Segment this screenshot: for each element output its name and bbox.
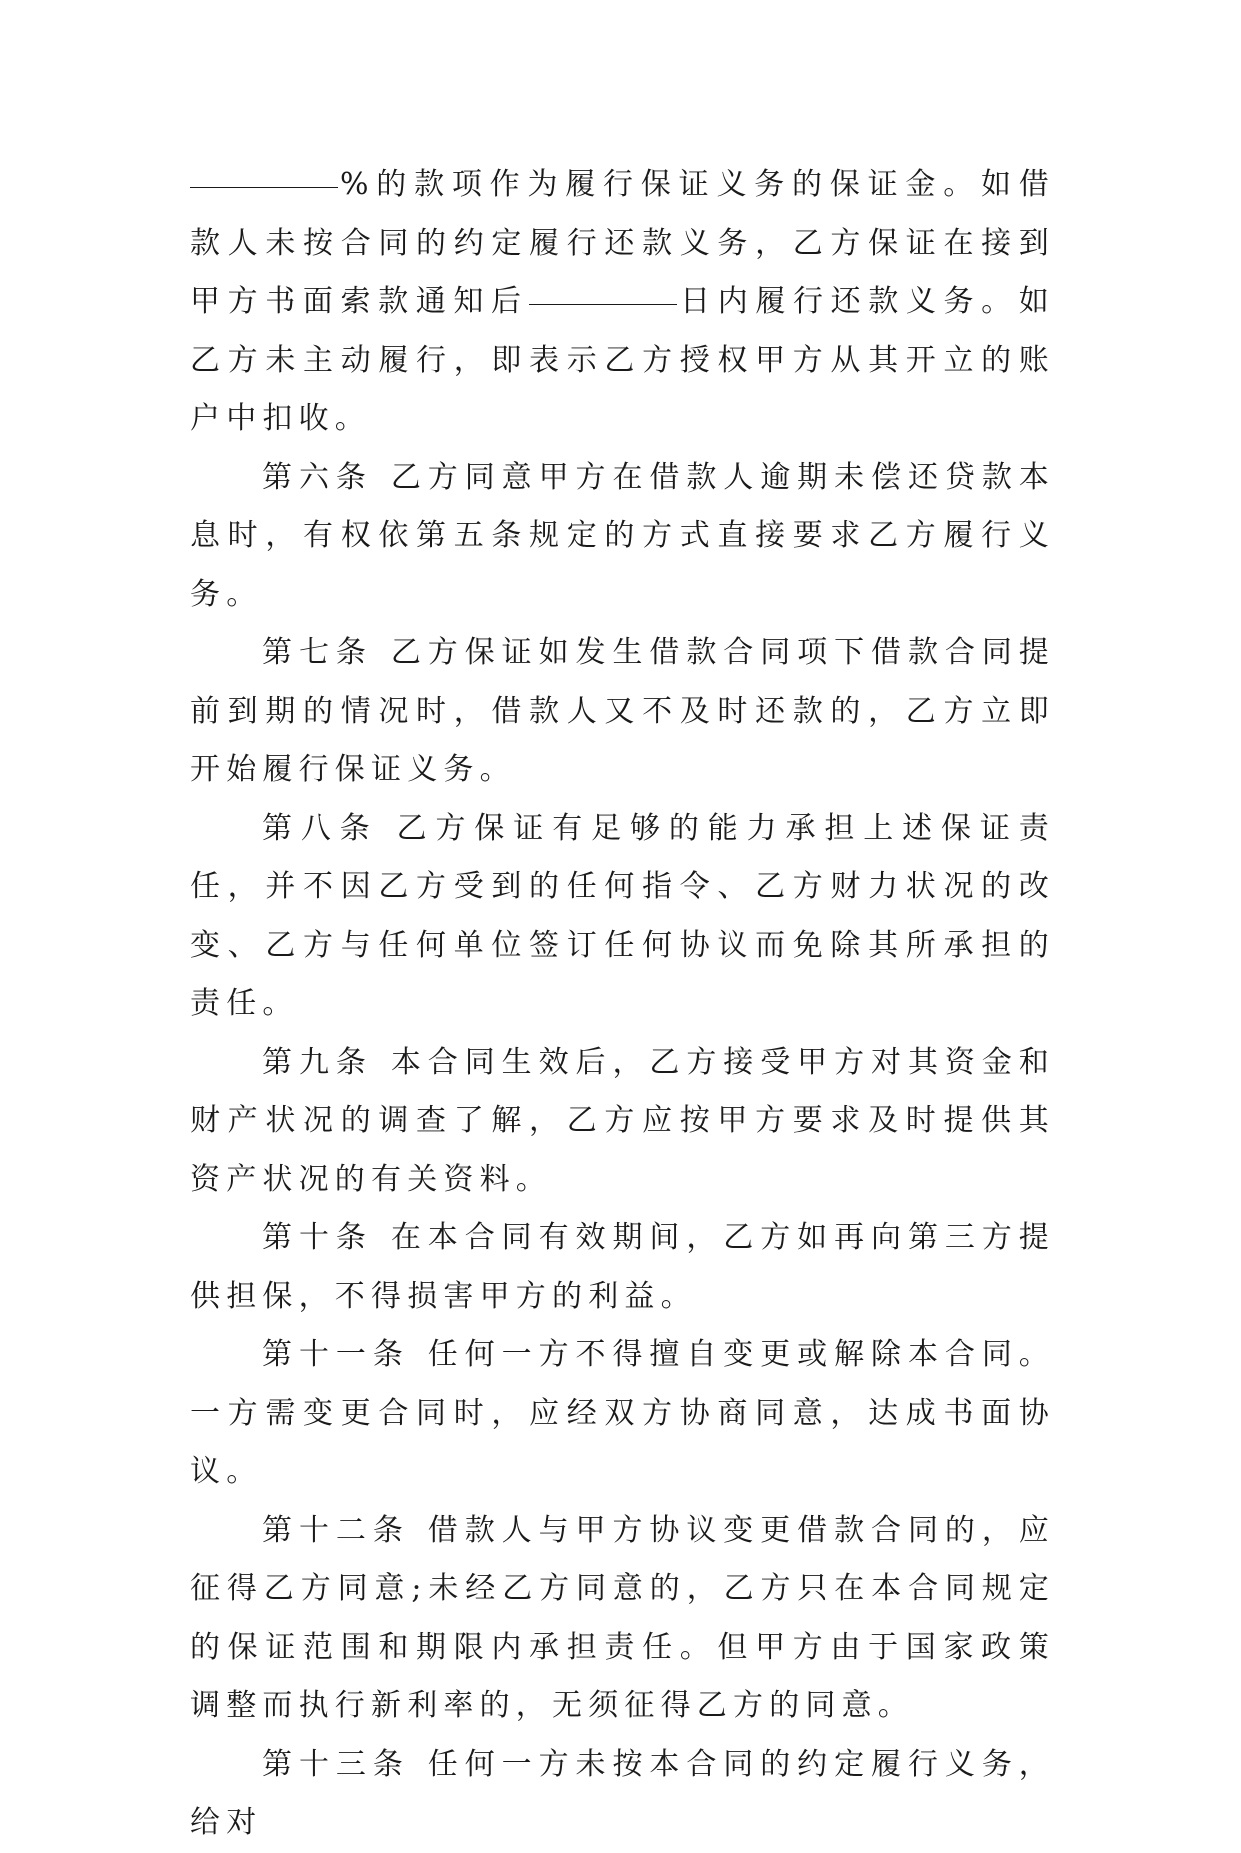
article-9	[190, 1034, 1055, 1210]
article-13	[190, 1736, 1055, 1853]
article-text: 乙方同意甲方在借款人逾期未偿还贷款本息时，有权依第五条规定的方式直接要求乙方履行义务。	[190, 459, 1055, 612]
article-7	[190, 624, 1055, 800]
article-text: 借款人与甲方协议变更借款合同的，应征得乙方同意;未经乙方同意的，乙方只在本合同规定的保证范围和期限内承担责任。但甲方由于国家政策调整而执行新利率的，无须征得乙方的同意。	[190, 1512, 1055, 1723]
article-label: 第七条	[262, 635, 373, 670]
article-label: 第九条	[262, 1044, 373, 1080]
article-text: 本合同生效后，乙方接受甲方对其资金和财产状况的调查了解，乙方应按甲方要求及时提供其资产状况的有关资料。	[190, 1044, 1055, 1197]
article-label: 第六条	[262, 459, 373, 495]
article-8	[190, 800, 1055, 1034]
document-body	[190, 156, 1055, 1853]
paragraph-deposit-continuation	[190, 156, 1055, 449]
fill-blank-days[interactable]	[529, 274, 677, 305]
article-12	[190, 1502, 1055, 1736]
fill-blank-percentage[interactable]	[190, 157, 338, 188]
article-text: 任何一方不得擅自变更或解除本合同。一方需变更合同时，应经双方协商同意，达成书面协议。	[190, 1337, 1055, 1489]
article-label: 第十二条	[262, 1512, 410, 1548]
article-label: 第十三条	[262, 1746, 410, 1782]
article-label: 第十一条	[262, 1337, 410, 1372]
article-text: 任何一方未按本合同的约定履行义务，给对	[190, 1746, 1055, 1840]
paragraph-text: %的款项作为履行保证义务的保证金。如借款人未按合同的约定履行还款义务，乙方保证在接到甲方书面索款通知后	[190, 167, 1055, 319]
article-label: 第十条	[262, 1220, 373, 1255]
article-6	[190, 449, 1055, 625]
paragraph-text: 日内履行还款义务。如乙方未主动履行，即表示乙方授权甲方从其开立的账户中扣收。	[190, 284, 1055, 436]
article-text: 乙方保证有足够的能力承担上述保证责任，并不因乙方受到的任何指令、乙方财力状况的改变、乙方与任何单位签订任何协议而免除其所承担的责任。	[190, 810, 1055, 1021]
article-label: 第八条	[262, 810, 379, 846]
article-text: 乙方保证如发生借款合同项下借款合同提前到期的情况时，借款人又不及时还款的，乙方立即开始履行保证义务。	[190, 635, 1055, 787]
article-11	[190, 1326, 1055, 1502]
article-10	[190, 1209, 1055, 1326]
article-text: 在本合同有效期间，乙方如再向第三方提供担保，不得损害甲方的利益。	[190, 1220, 1055, 1314]
